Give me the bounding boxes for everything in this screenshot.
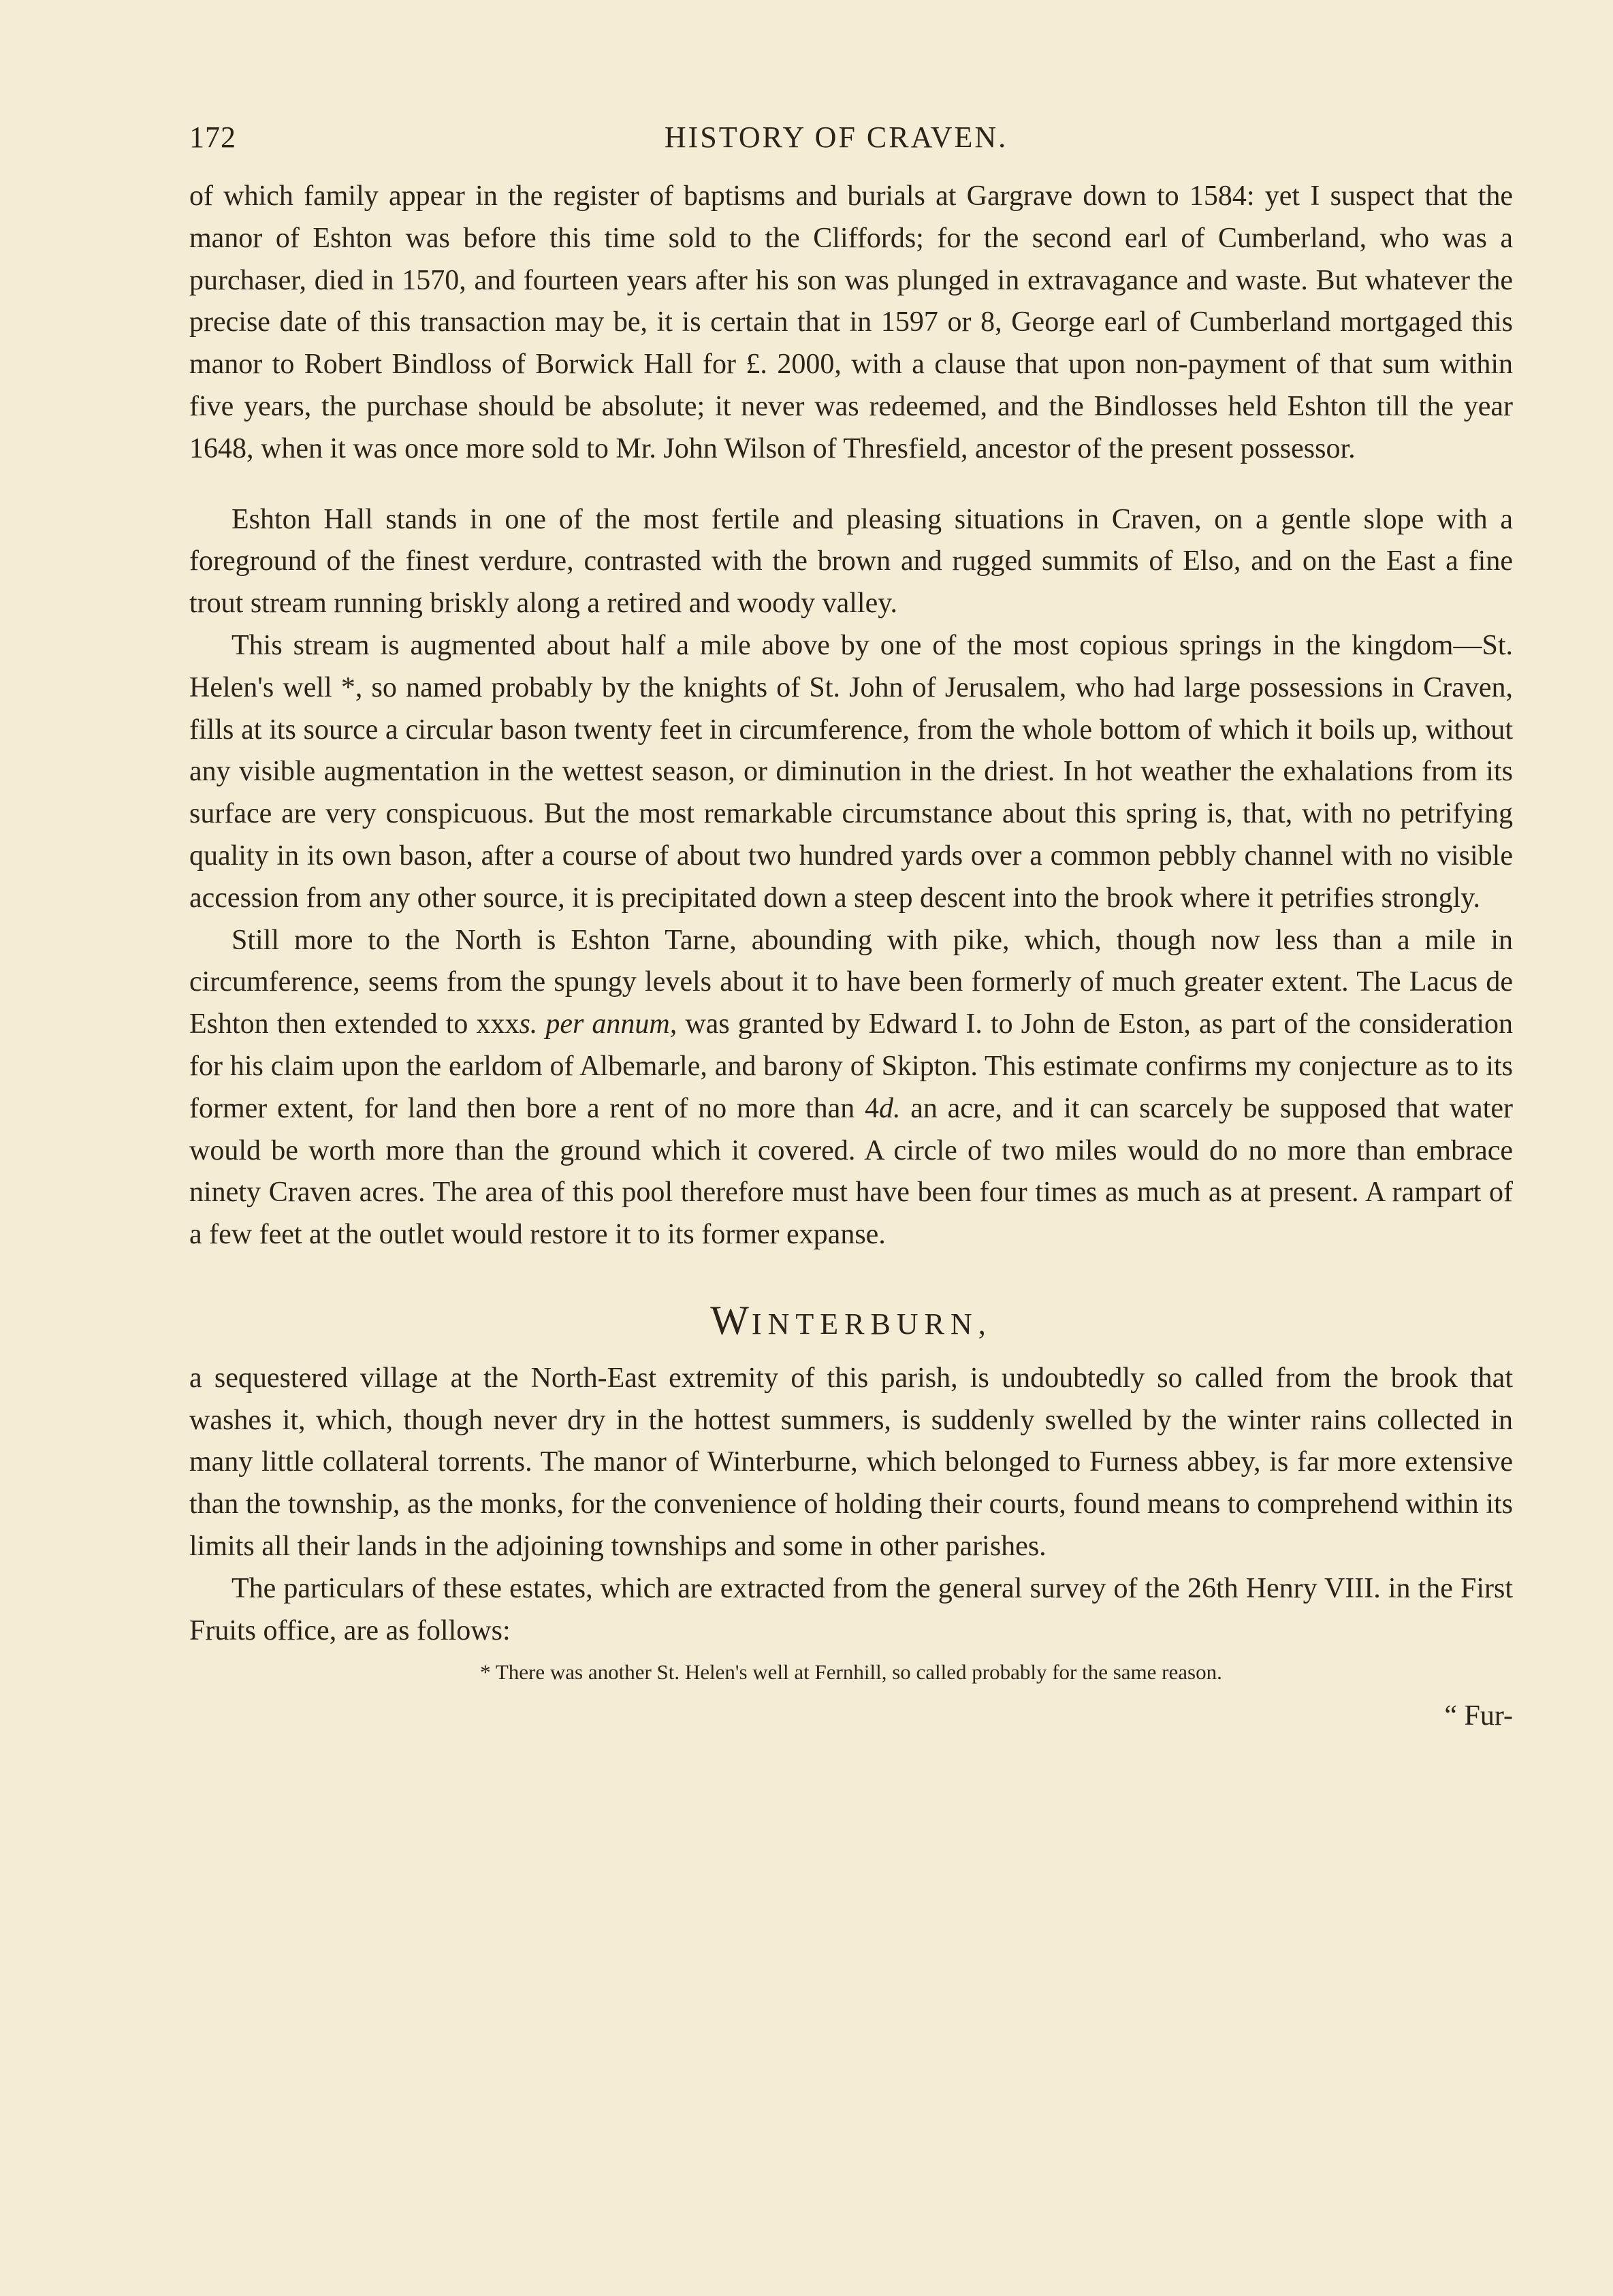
page-header: [189, 120, 1483, 161]
paragraph-winterburn: a sequestered village at the North-East extremity of this parish, is undoubtedly so called from the brook that washes it, which, though never dry in the hottest summers, is suddenly swelled by the winter rains collected in many little collateral torrents. The manor of Winterburne, which belonged to Furness abbey, is far more extensive than the township, as the monks, for the convenience of holding their courts, found means to comprehend within its limits all their lands in the adjoining townships and some in other parishes.: [189, 1362, 1513, 1562]
heading-initial: W: [710, 1297, 752, 1343]
paragraph-eshton-tarne: [189, 920, 1513, 1256]
catchword: “ Fur-: [1444, 1700, 1513, 1732]
paragraph-particulars: The particulars of these estates, which are extracted from the general survey of the 26th Henry VIII. in the First Fruits office, are as follows:: [189, 1572, 1513, 1646]
paragraph-st-helens-well: This stream is augmented about half a mile above by one of the most copious springs in the kingdom—St. Helen's well *, so named probably by the knights of St. John of Jerusalem, who had large possessions in Craven, fills at its source a circular bason twenty feet in circumference, from the whole bottom of which it boils up, without any visible augmentation in the wettest season, or diminution in the driest. In hot weather the exhalations from its surface are very conspicuous. But the most remarkable circumstance about this spring is, that, with no petrifying quality in its own bason, after a course of about two hundred yards over a common pebbly channel with no visible accession from any other source, it is precipitated down a steep descent into the brook where it petrifies strongly.: [189, 629, 1513, 914]
page-number: 172: [189, 121, 236, 154]
footnote: * There was another St. Helen's well at Fernhill, so called probably for the same reason.: [480, 1660, 1222, 1685]
paragraph-eshton-manor: of which family appear in the register of baptisms and burials at Gargrave down to 1584: yet I suspect that the manor of Eshton was before this time sold to the Cliffords; for the second earl of Cumberland, who was a purchaser, died in 1570, and fourteen years after his son was plunged in extravagance and waste. But whatever the precise date of this transaction may be, it is certain that in 1597 or 8, George earl of Cumberland mortgaged this manor to Robert Bindloss of Borwick Hall for £. 2000, with a clause that upon non-payment of that sum within five years, the purchase should be absolute; it never was redeemed, and the Bindlosses held Eshton till the year 1648, when it was once more sold to Mr. John Wilson of Thresfield, ancestor of the present possessor.: [189, 180, 1513, 464]
body-text: [189, 176, 1513, 1738]
tarne-text-b: was granted by Edward I. to John de Eston, as part of the consideration for his claim upon the earldom of Albemarle, and barony of Skipton. This estimate confirms my conjecture as to its former extent, for land then bore a rent of no more than 4: [189, 1008, 1514, 1124]
paragraph-eshton-hall: Eshton Hall stands in one of the most fertile and pleasing situations in Craven, on a gentle slope with a foreground of the finest verdure, contrasted with the brown and rugged summits of Elso, and on the East a fine trout stream running briskly along a retired and woody valley.: [189, 503, 1513, 620]
tarne-text-c: an acre, and it can scarcely be supposed that water would be worth more than the ground which it covered. A circle of two miles would do no more than embrace ninety Craven acres. The area of this pool therefore must have been four times as much as at present. A rampart of a few feet at the outlet would restore it to its former expanse.: [189, 1092, 1513, 1251]
section-heading-winterburn: [189, 1297, 1513, 1345]
tarne-per-annum: per annum,: [545, 1008, 677, 1040]
heading-rest: INTERBURN,: [751, 1307, 992, 1341]
tarne-text-a: Still more to the North is Eshton Tarne, abounding with pike, which, though now less than a mile in circumference, seems from the spungy levels about it to have been formerly of much greater extent. The Lacus de Eshton then extended to xxx: [189, 924, 1513, 1040]
running-title: HISTORY OF CRAVEN.: [664, 121, 1008, 154]
tarne-shillings: s.: [519, 1008, 538, 1040]
tarne-pence: d.: [879, 1092, 901, 1124]
